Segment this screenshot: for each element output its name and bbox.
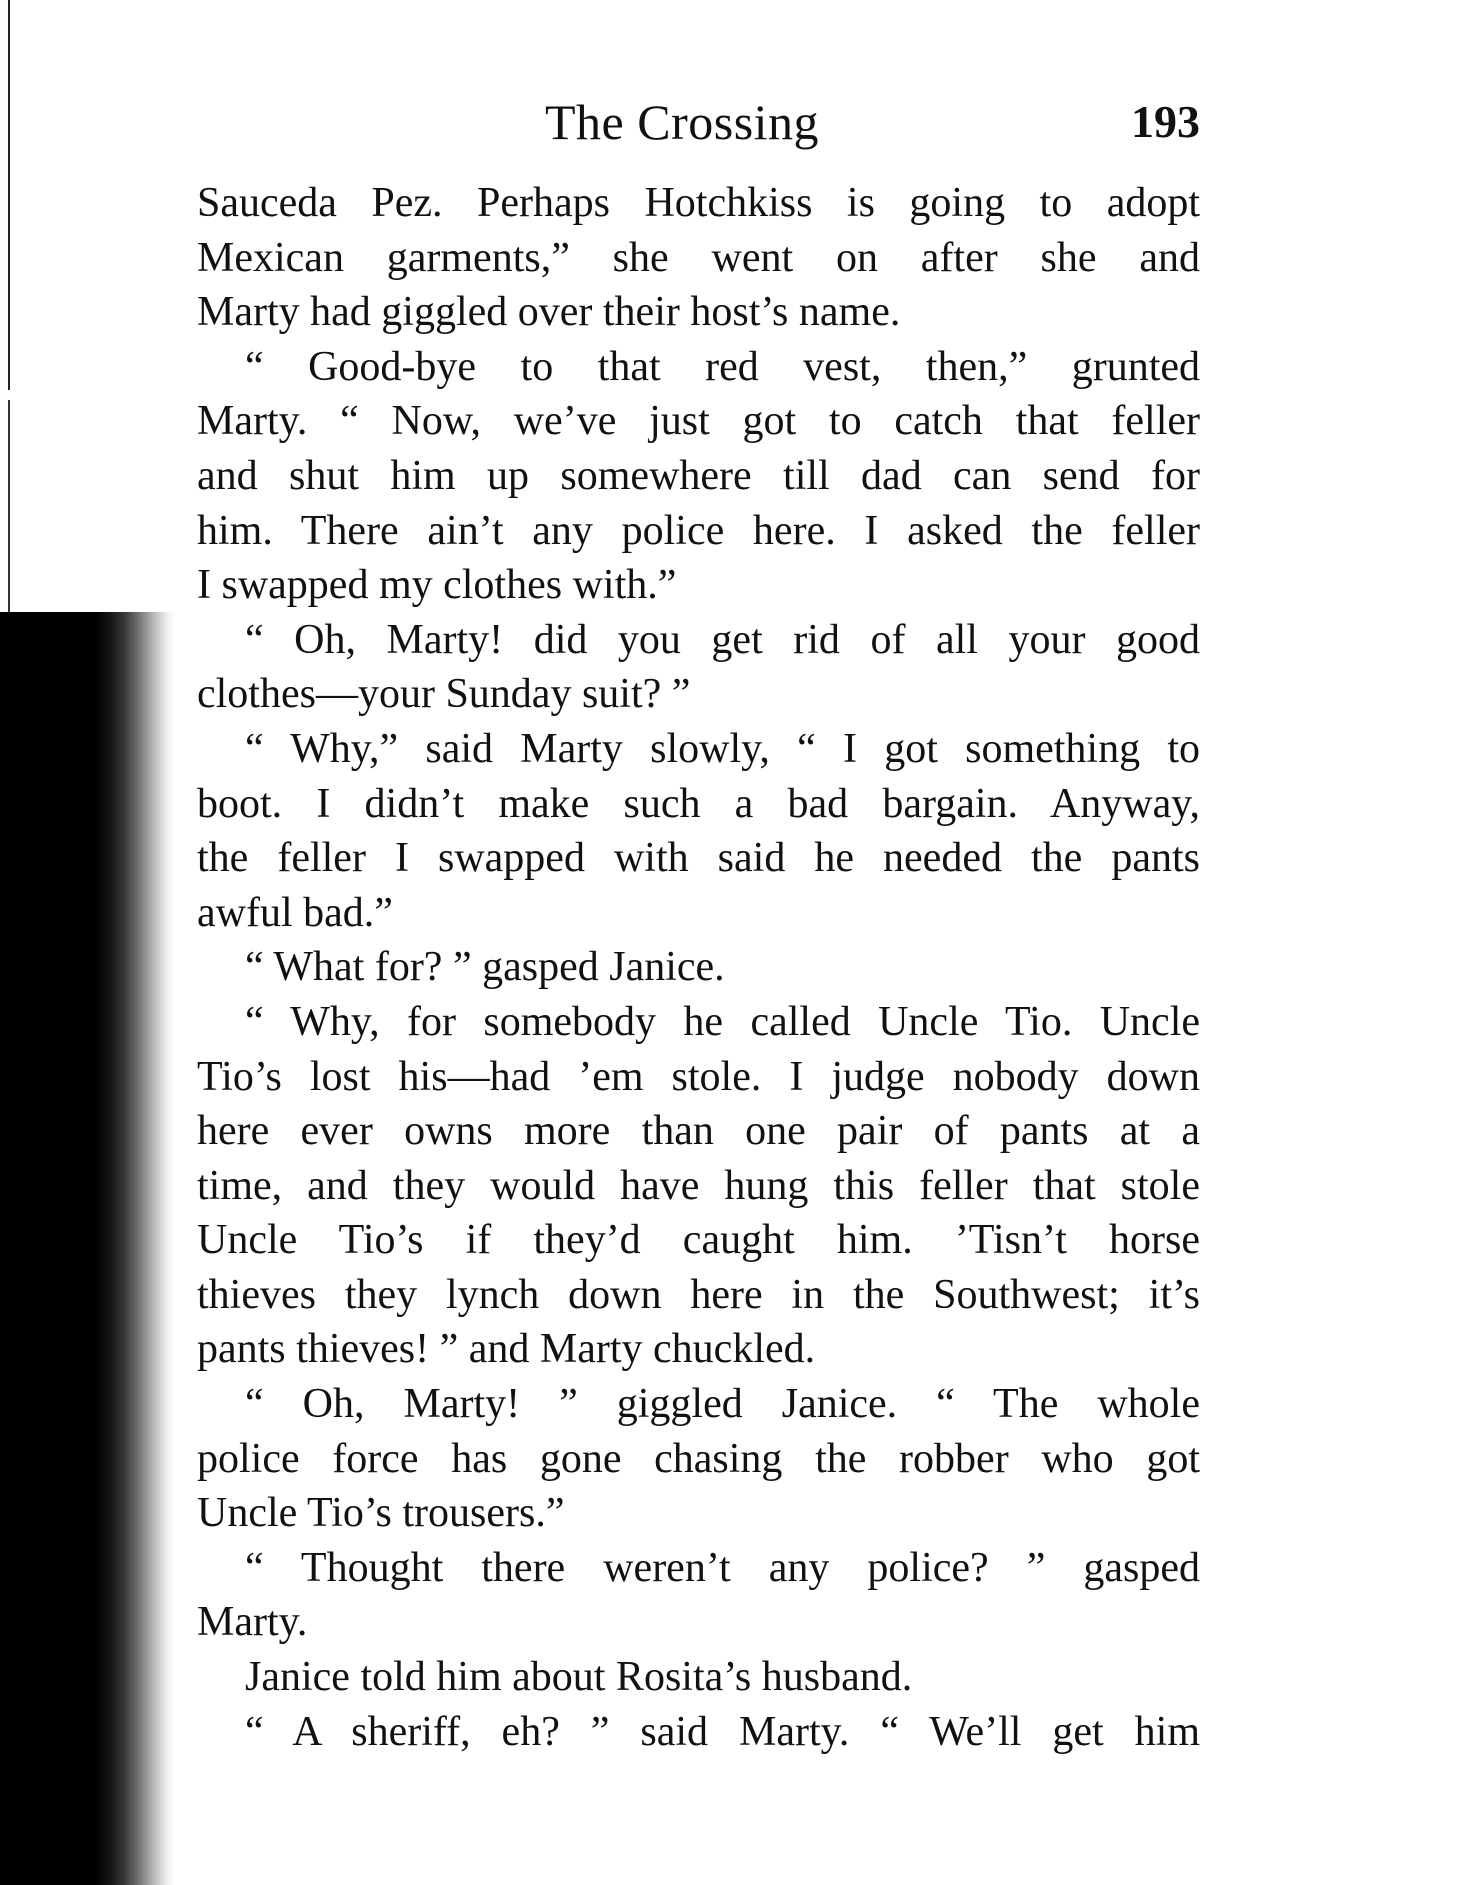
text-line: him. There ain’t any police here. I asked the feller — [197, 507, 1200, 554]
text-line: “ Oh, Marty! did you get rid of all your good — [245, 616, 1200, 663]
text-line: here ever owns more than one pair of pants at a — [197, 1108, 1200, 1155]
gutter-scan-shadow — [0, 612, 175, 1885]
text-line: the feller I swapped with said he needed the pants — [197, 835, 1200, 882]
text-line: “ Thought there weren’t any police? ” gasped — [245, 1544, 1200, 1591]
running-title: The Crossing — [545, 94, 820, 150]
text-line: “ Why,” said Marty slowly, “ I got something to — [245, 725, 1200, 772]
text-line: “ Good-bye to that red vest, then,” grunted — [245, 343, 1200, 390]
text-line: “ Why, for somebody he called Uncle Tio. Uncle — [245, 998, 1200, 1045]
text-line: Tio’s lost his—had ’em stole. I judge nobody down — [197, 1053, 1200, 1100]
text-line: I swapped my clothes with.” — [197, 562, 677, 609]
text-line: pants thieves! ” and Marty chuckled. — [197, 1326, 816, 1373]
text-line: Marty. “ Now, we’ve just got to catch that feller — [197, 398, 1200, 445]
text-line: awful bad.” — [197, 889, 393, 936]
text-line: Mexican garments,” she went on after she and — [197, 234, 1200, 281]
text-line: “ What for? ” gasped Janice. — [245, 944, 725, 991]
text-line: Sauceda Pez. Perhaps Hotchkiss is going to adopt — [197, 180, 1200, 226]
running-header — [195, 92, 1200, 152]
body-text — [197, 176, 1200, 1759]
binding-edge-line — [8, 0, 10, 390]
text-line: Marty. — [197, 1599, 308, 1646]
text-line: Janice told him about Rosita’s husband. — [245, 1654, 913, 1701]
text-line: thieves they lynch down here in the Southwest; it’s — [197, 1271, 1200, 1318]
text-line: “ Oh, Marty! ” giggled Janice. “ The whole — [245, 1381, 1200, 1428]
text-line: “ A sheriff, eh? ” said Marty. “ We’ll get him — [245, 1708, 1200, 1755]
binding-edge-line-lower — [8, 400, 10, 615]
text-line: boot. I didn’t make such a bad bargain. Anyway, — [197, 780, 1200, 827]
text-line: police force has gone chasing the robber who got — [197, 1435, 1200, 1482]
text-line: clothes—your Sunday suit? ” — [197, 671, 691, 718]
text-line: Uncle Tio’s trousers.” — [197, 1490, 565, 1537]
text-line: time, and they would have hung this feller that stole — [197, 1162, 1200, 1209]
text-line: Marty had giggled over their host’s name. — [197, 289, 901, 336]
page-number: 193 — [1131, 96, 1200, 147]
text-line: Uncle Tio’s if they’d caught him. ’Tisn’t horse — [197, 1217, 1200, 1264]
text-line: and shut him up somewhere till dad can send for — [197, 452, 1200, 499]
